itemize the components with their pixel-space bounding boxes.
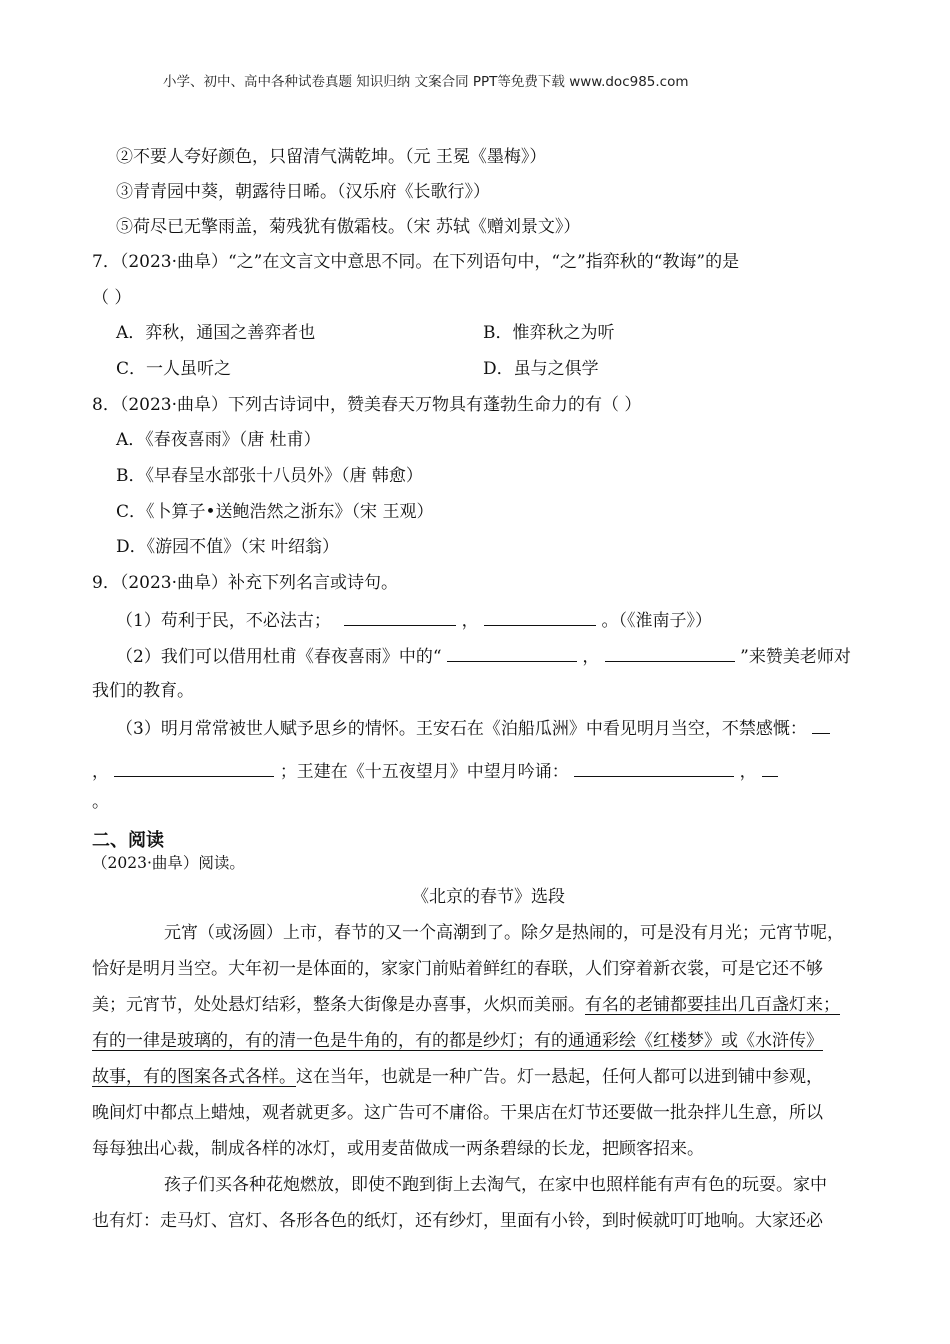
question-9-part-3 xyxy=(116,716,830,740)
passage-line xyxy=(92,994,840,1016)
passage-line xyxy=(92,1066,823,1088)
passage-line: 每每独出心裁，制成各样的冰灯，或用麦苗做成一两条碧绿的长龙，把顾客招来。 xyxy=(92,1139,704,1159)
fill-blank[interactable] xyxy=(574,759,734,777)
passage-text: 美；元宵节，处处悬灯结彩，整条大街像是办喜事，火炽而美丽。 xyxy=(92,995,585,1015)
question-8-option-c: C．《卜算子•送鲍浩然之浙东》（宋 王观） xyxy=(116,502,434,522)
q9-p3-wangjian: ；王建在《十五夜望月》中望月吟诵： xyxy=(279,762,569,782)
question-7-option-c: C．一人虽听之 xyxy=(116,359,232,379)
underlined-sentence: 故事，有的图案各式各样。 xyxy=(92,1067,296,1087)
q9-p3-text: （3）明月常常被世人赋予思乡的情怀。王安石在《泊船瓜洲》中看见明月当空，不禁感慨： xyxy=(116,719,807,739)
q9-p2-tail: ”来赞美老师对 xyxy=(740,647,851,667)
passage-text: 这在当年，也就是一种广告。灯一悬起，任何人都可以进到铺中参观， xyxy=(296,1067,823,1087)
question-9-stem: 9．（2023·曲阜）补充下列名言或诗句。 xyxy=(92,573,398,593)
q9-p2-text: （2）我们可以借用杜甫《春夜喜雨》中的“ xyxy=(116,647,442,667)
fill-blank[interactable] xyxy=(114,759,274,777)
poem-line: ⑤荷尽已无擎雨盖，菊残犹有傲霜枝。（宋 苏轼《赠刘景文》） xyxy=(116,217,581,237)
question-8-option-a: A．《春夜喜雨》（唐 杜甫） xyxy=(116,430,321,450)
question-8-stem: 8．（2023·曲阜）下列古诗词中，赞美春天万物具有蓬勃生命力的有（ ） xyxy=(92,395,642,415)
question-9-part-1 xyxy=(116,608,712,632)
passage-line: 也有灯：走马灯、宫灯、各形各色的纸灯，还有纱灯，里面有小铃，到时候就叮叮地响。大家还必 xyxy=(92,1211,823,1231)
passage-line: 恰好是明月当空。大年初一是体面的，家家门前贴着鲜红的春联，人们穿着新衣裳，可是它还不够 xyxy=(92,959,823,979)
q9-p1-comma: ， xyxy=(461,611,479,631)
q9-p3-comma: ， xyxy=(92,762,109,782)
q9-p3-comma2: ， xyxy=(739,762,757,782)
question-9-end-mark: 。 xyxy=(92,792,109,812)
question-7-option-b: B．惟弈秋之为听 xyxy=(483,323,615,343)
passage-line: 晚间灯中都点上蜡烛，观者就更多。这广告可不庸俗。干果店在灯节还要做一批杂拌儿生意，所以 xyxy=(92,1103,823,1123)
fill-blank[interactable] xyxy=(812,716,830,734)
question-7-option-d: D．虽与之俱学 xyxy=(483,359,599,379)
page-header: 小学、初中、高中各种试卷真题 知识归纳 文案合同 PPT等免费下载 www.doc985.com xyxy=(163,74,689,90)
question-7-answer-paren: （ ） xyxy=(92,288,132,308)
reading-intro: （2023·曲阜）阅读。 xyxy=(92,854,245,872)
underlined-sentence: 有名的老铺都要挂出几百盏灯来； xyxy=(585,995,840,1015)
question-8-option-d: D．《游园不值》（宋 叶绍翁） xyxy=(116,537,340,557)
fill-blank[interactable] xyxy=(447,644,577,662)
question-7-stem: 7．（2023·曲阜）“之”在文言文中意思不同。在下列语句中，“之”指弈秋的“教诲”的是 xyxy=(92,252,740,272)
q9-p1-source: 。（《淮南子》） xyxy=(601,611,712,631)
question-8-option-b: B．《早春呈水部张十八员外》（唐 韩愈） xyxy=(116,466,423,486)
section-title: 二、阅读 xyxy=(92,830,164,851)
question-9-part-2 xyxy=(116,644,851,668)
underlined-sentence: 有的一律是玻璃的，有的清一色是牛角的，有的都是纱灯；有的通通彩绘《红楼梦》或《水浒传》 xyxy=(92,1031,823,1051)
passage-line: 孩子们买各种花炮燃放，即使不跑到街上去淘气，在家中也照样能有声有色的玩耍。家中 xyxy=(164,1175,827,1195)
question-9-part-2-cont: 我们的教育。 xyxy=(92,681,194,701)
q9-p2-comma: ， xyxy=(582,647,600,667)
passage-title: 《北京的春节》选段 xyxy=(412,887,565,907)
fill-blank[interactable] xyxy=(344,608,456,626)
fill-blank[interactable] xyxy=(605,644,735,662)
q9-p1-text: （1）苟利于民，不必法古； xyxy=(116,611,331,631)
fill-blank[interactable] xyxy=(484,608,596,626)
question-9-part-3-cont xyxy=(92,759,778,783)
fill-blank[interactable] xyxy=(762,759,778,777)
question-7-option-a: A．弈秋，通国之善弈者也 xyxy=(116,323,316,343)
passage-line: 元宵（或汤圆）上市，春节的又一个高潮到了。除夕是热闹的，可是没有月光；元宵节呢， xyxy=(164,923,844,943)
poem-line: ②不要人夸好颜色，只留清气满乾坤。（元 王冕《墨梅》） xyxy=(116,147,547,167)
poem-line: ③青青园中葵，朝露待日晞。（汉乐府《长歌行》） xyxy=(116,182,490,202)
